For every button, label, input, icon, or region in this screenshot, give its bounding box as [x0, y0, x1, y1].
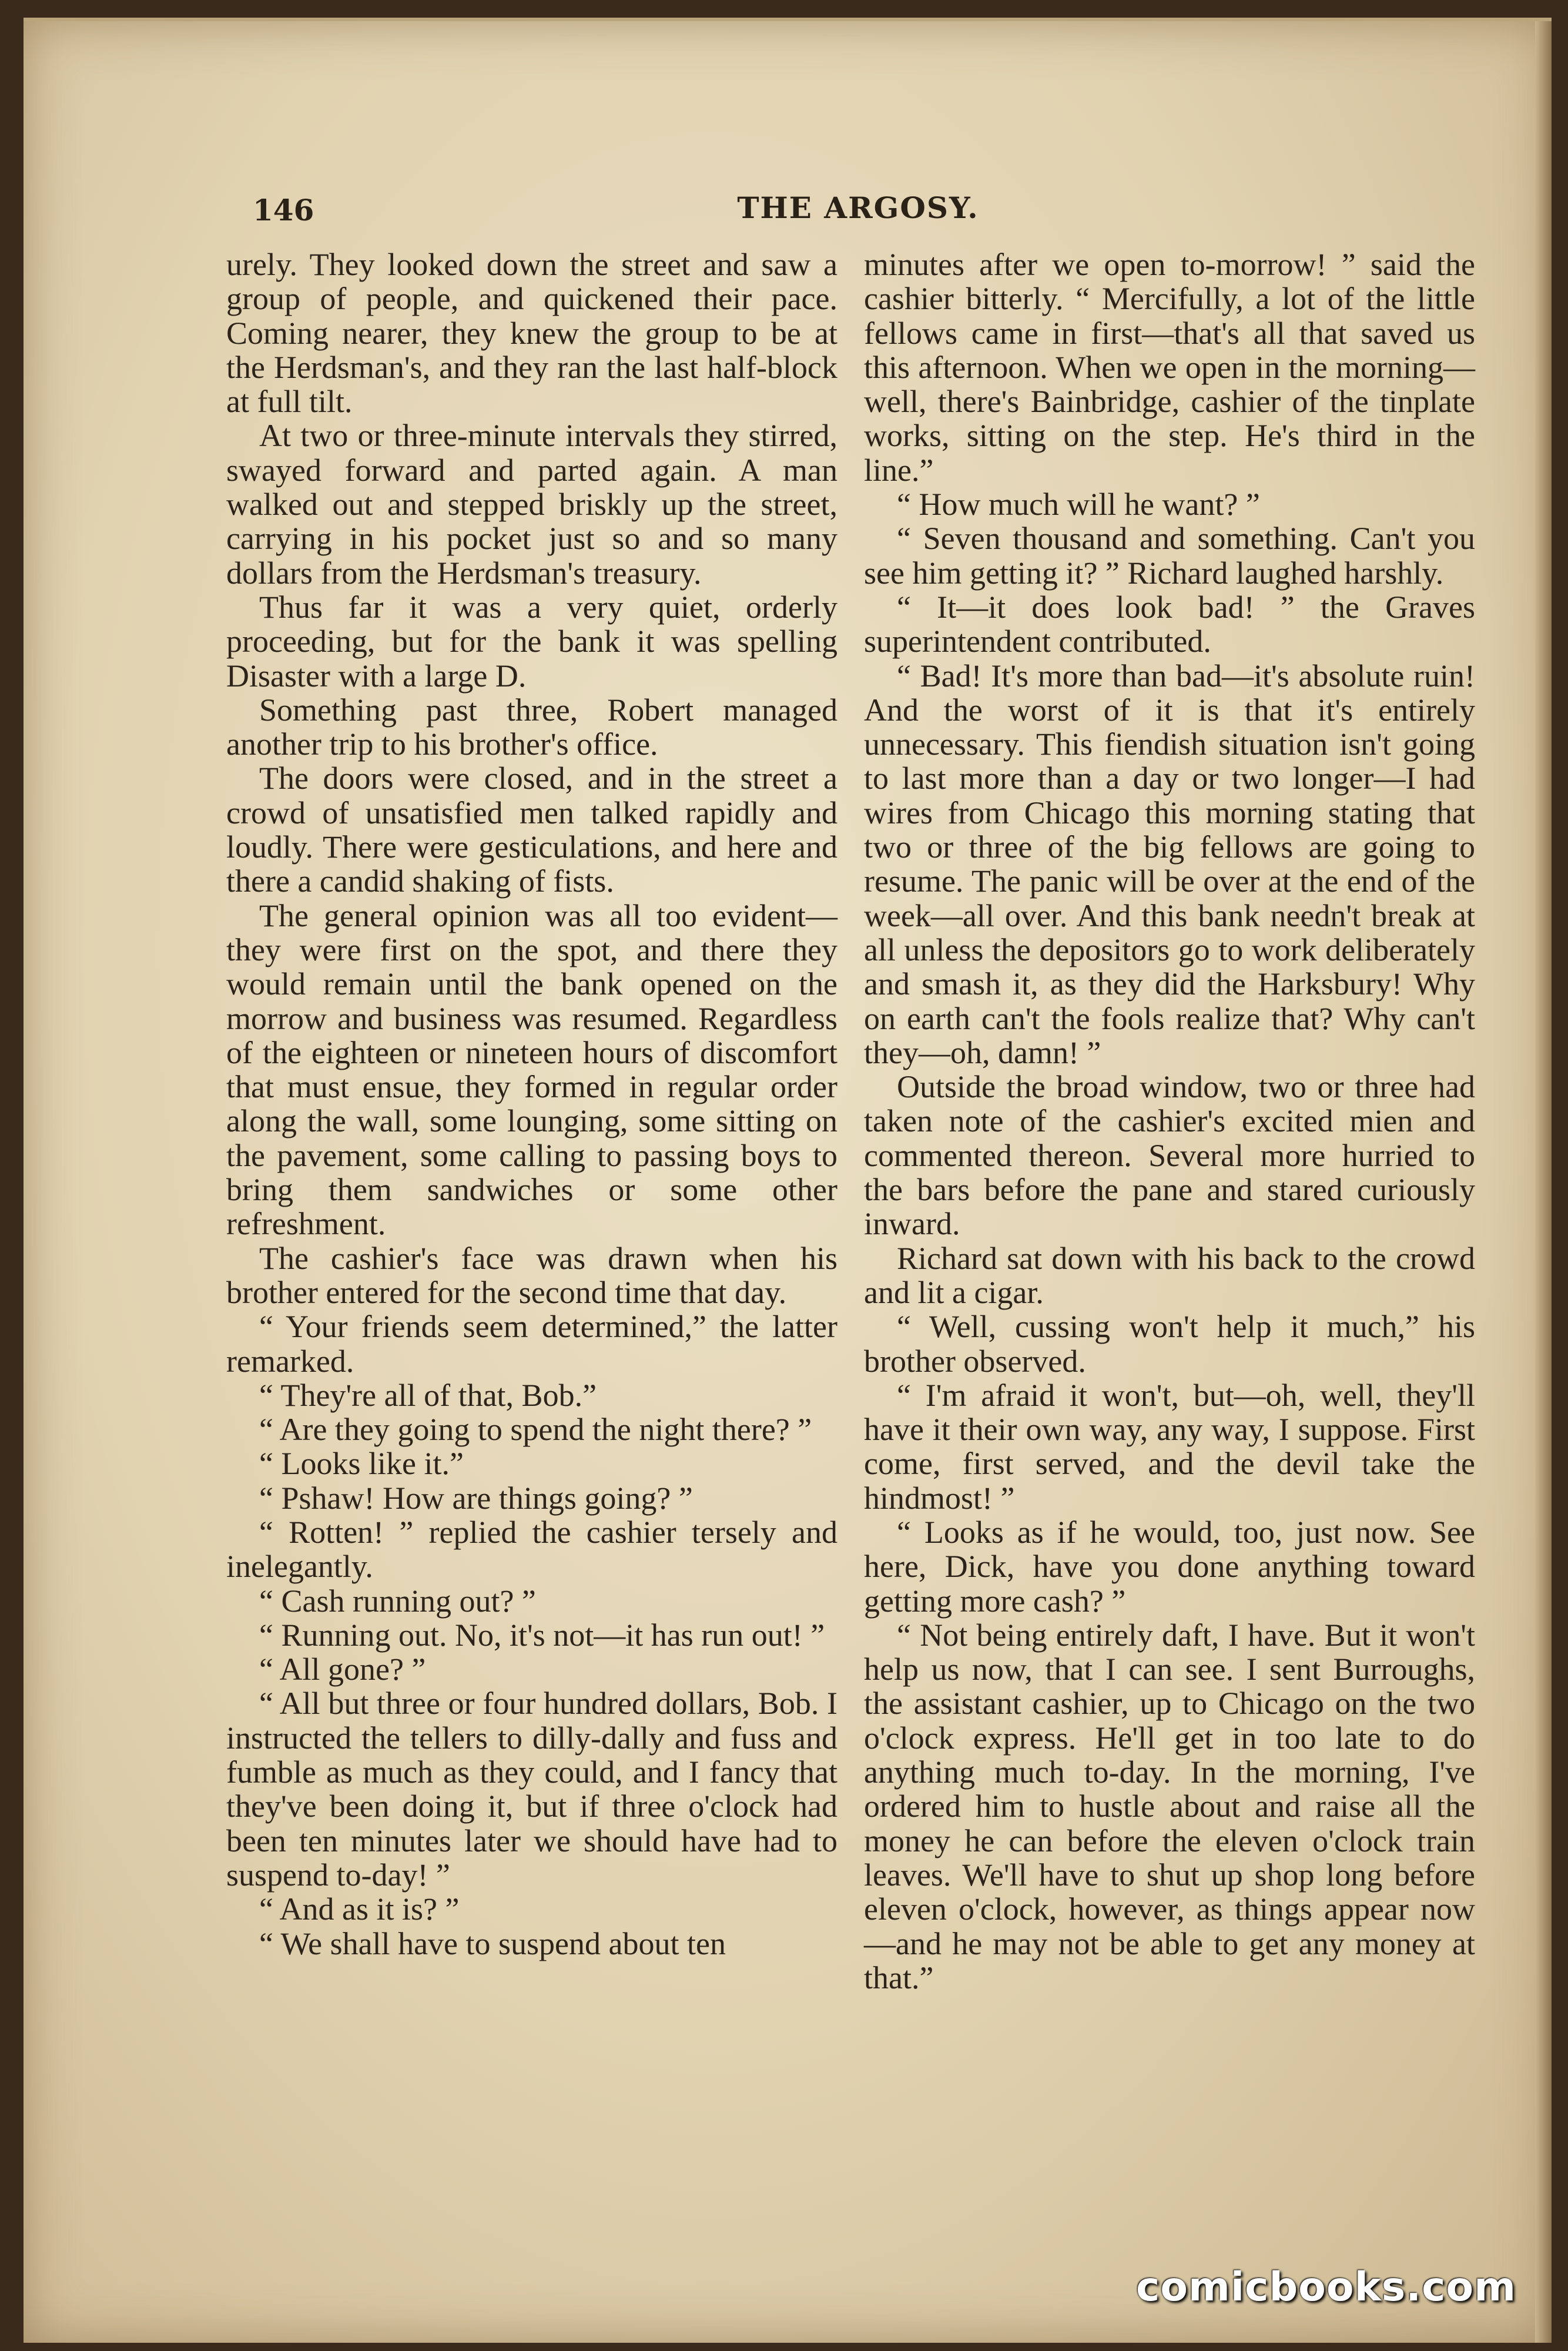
paragraph: “ Not being entirely daft, I have. But it won't help us now, that I can see. I sent Burroughs, the assistant cashier, up to Chicago on the two o'clock express. He'll get in too late to do anything much to-day. In the morning, I've ordered him to hustle about and raise all the money he can before the eleven o'clock train leaves. We'll have to shut up shop long before eleven o'clock, however, as things appear now—and he may not be able to get any money at that.”: [864, 1617, 1475, 1995]
paragraph: urely. They looked down the street and saw a group of people, and quickened their pace. Coming nearer, they knew the group to be at the Herdsman's, and they ran the last half-block at full tilt.: [226, 247, 837, 420]
page-header: [229, 186, 1487, 233]
watermark: comicbooks.com: [1135, 2264, 1516, 2310]
paragraph: Something past three, Robert managed another trip to his brother's office.: [226, 692, 837, 762]
running-title: THE ARGOSY.: [737, 190, 979, 225]
paragraph: The doors were closed, and in the street a crowd of unsatisfied men talked rapidly and loudly. There were gesticulations, and here and there a candid shaking of fists.: [226, 761, 837, 899]
left-text-column: [226, 247, 837, 1961]
paragraph: “ Cash running out? ”: [259, 1583, 536, 1619]
paragraph: “ Rotten! ” replied the cashier tersely and inelegantly.: [226, 1514, 837, 1585]
paragraph: “ Your friends seem determined,” the latter remarked.: [226, 1309, 837, 1379]
paragraph: The general opinion was all too evident—they were first on the spot, and there they would remain until the bank opened on the morrow and business was resumed. Regardless of the eighteen or nineteen hours of discomfort that must ensue, they formed in regular order along the wall, some lounging, some sitting on the pavement, some calling to passing boys to bring them sandwiches or some other refreshment.: [226, 897, 837, 1242]
paragraph: The cashier's face was drawn when his brother entered for the second time that day.: [226, 1240, 837, 1310]
paragraph: Thus far it was a very quiet, orderly proceeding, but for the bank it was spelling Disaster with a large D.: [226, 589, 837, 694]
paragraph: “ Bad! It's more than bad—it's absolute ruin! And the worst of it is that it's entirely unnecessary. This fiendish situation isn't going to last more than a day or two longer—I had wires from Chicago this morning stating that two or three of the big fellows are going to resume. The panic will be over at the end of the week—all over. And this bank needn't break at all unless the depositors go to work deliberately and smash it, as they did the Harksbury! Why on earth can't the fools realize that? Why can't they—oh, damn! ”: [864, 658, 1475, 1070]
paragraph: “ Looks as if he would, too, just now. See here, Dick, have you done anything toward getting more cash? ”: [864, 1514, 1475, 1619]
paragraph: “ Looks like it.”: [259, 1446, 464, 1482]
paragraph: Outside the broad window, two or three had taken note of the cashier's excited mien and commented thereon. Several more hurried to the bars before the pane and stared curiously inward.: [864, 1069, 1475, 1242]
paragraph: “ Seven thousand and something. Can't you see him getting it? ” Richard laughed harshly.: [864, 521, 1475, 591]
paragraph: At two or three-minute intervals they stirred, swayed forward and parted again. A man walked out and stepped briskly up the street, carrying in his pocket just so and so many dollars from the Herdsman's treasury.: [226, 418, 837, 591]
paragraph: “ How much will he want? ”: [897, 487, 1260, 523]
paragraph: “ Running out. No, it's not—it has run out! ”: [259, 1617, 825, 1653]
paragraph: minutes after we open to-morrow! ” said the cashier bitterly. “ Mercifully, a lot of the little fellows came in first—that's all that saved us this afternoon. When we open in the morning—well, there's Bainbridge, cashier of the tinplate works, sitting on the step. He's third in the line.”: [864, 247, 1475, 488]
paragraph: “ They're all of that, Bob.”: [259, 1377, 597, 1413]
paragraph: “ Pshaw! How are things going? ”: [259, 1480, 693, 1516]
paragraph: “ Well, cussing won't help it much,” his brother observed.: [864, 1309, 1475, 1379]
right-text-column: [864, 247, 1475, 1995]
paragraph: “ Are they going to spend the night there? ”: [259, 1412, 812, 1448]
paragraph: “ All gone? ”: [259, 1652, 426, 1687]
paragraph: “ All but three or four hundred dollars, Bob. I instructed the tellers to dilly-dally and fuss and fumble as much as they could, and I fancy that they've been doing it, but if three o'clock had been ten minutes later we should have had to suspend to-day! ”: [226, 1686, 837, 1893]
paragraph: Richard sat down with his back to the crowd and lit a cigar.: [864, 1240, 1475, 1310]
paragraph: “ And as it is? ”: [259, 1891, 460, 1927]
page-number: 146: [253, 193, 314, 227]
magazine-page: [24, 18, 1552, 2343]
paragraph: “ I'm afraid it won't, but—oh, well, they'll have it their own way, any way, I suppose. First come, first served, and the devil take the hindmost! ”: [864, 1377, 1475, 1516]
paragraph: “ We shall have to suspend about ten: [259, 1925, 726, 1961]
paragraph: “ It—it does look bad! ” the Graves superintendent contributed.: [864, 589, 1475, 659]
page-spine-edge: [1535, 21, 1552, 2343]
